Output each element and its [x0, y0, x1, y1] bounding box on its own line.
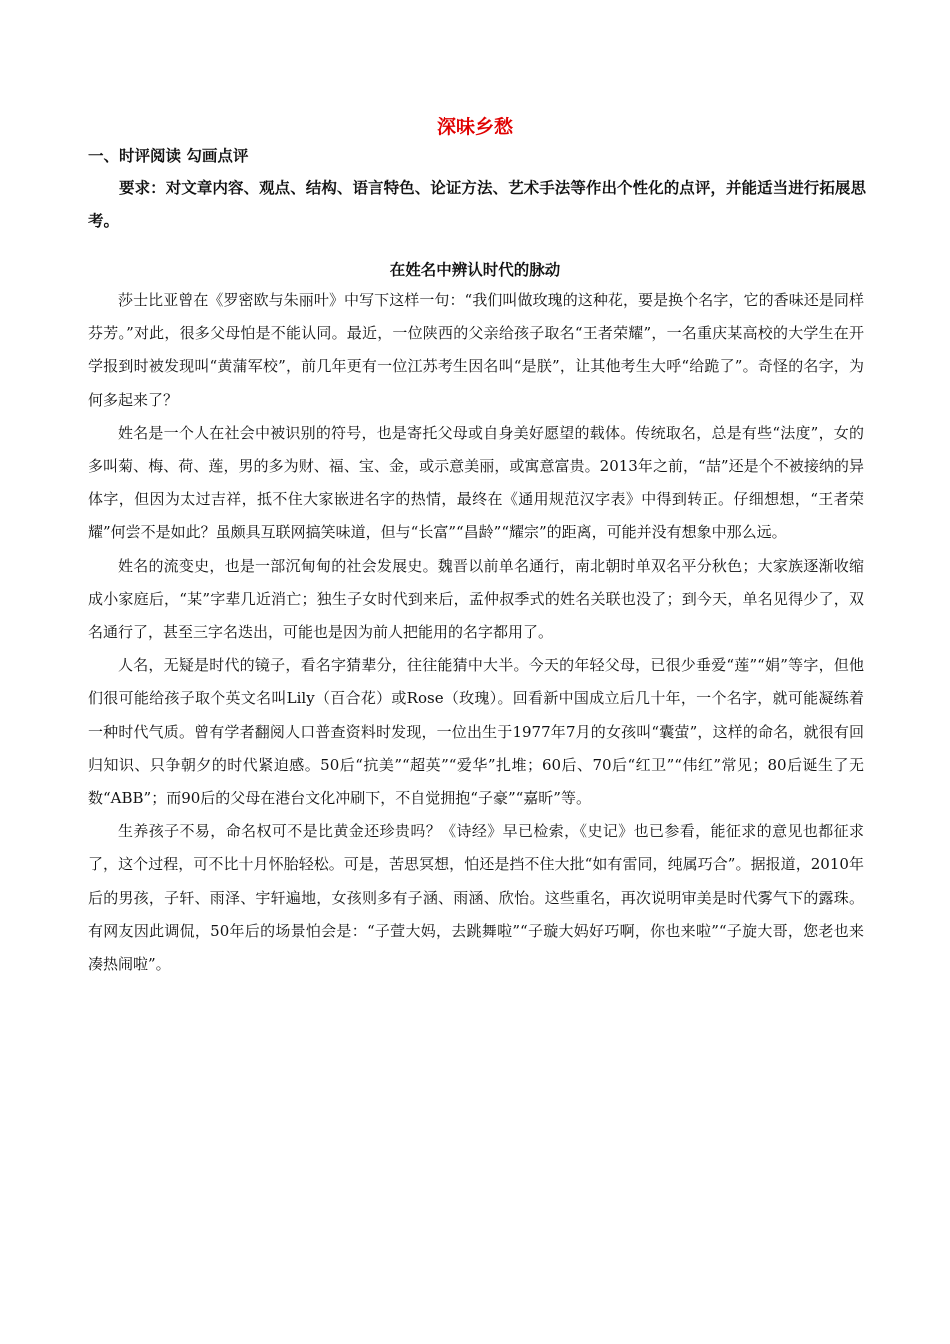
- article-title: 在姓名中辨认时代的脉动: [389, 261, 561, 279]
- article-body: [88, 284, 864, 981]
- paragraph: 人名，无疑是时代的镜子，看名字猜辈分，往往能猜中大半。今天的年轻父母，已很少垂爱“莲”“娟”等字，但他们很可能给孩子取个英文名叫Lily（百合花）或Rose（玫瑰）。回看新中国成立后几十年，一个名字，就可能凝练着一种时代气质。曾有学者翻阅人口普查资料时发现，一位出生于1977年7月的女孩叫“囊萤”，这样的命名，就很有回归知识、只争朝夕的时代紧迫感。50后“抗美”“超英”“爱华”扎堆；60后、70后“红卫”“伟红”常见；80后诞生了无数“ABB”；而90后的父母在港台文化冲刷下，不自觉拥抱“子豪”“嘉昕”等。: [88, 656, 864, 808]
- paragraph: 莎士比亚曾在《罗密欧与朱丽叶》中写下这样一句：“我们叫做玫瑰的这种花，要是换个名字，它的香味还是同样芬芳。”对此，很多父母怕是不能认同。最近，一位陕西的父亲给孩子取名“王者荣耀”，一名重庆某高校的大学生在开学报到时被发现叫“黄蒲军校”，前几年更有一位江苏考生因名叫“是朕”，让其他考生大呼“给跪了”。奇怪的名字，为何多起来了？: [88, 291, 864, 409]
- document-title: 深味乡愁: [436, 116, 513, 138]
- paragraph: 姓名的流变史，也是一部沉甸甸的社会发展史。魏晋以前单名通行，南北朝时单双名平分秋色；大家族逐渐收缩成小家庭后，“某”字辈几近消亡；独生子女时代到来后，孟仲叔季式的姓名关联也没了；到今天，单名见得少了，双名通行了，甚至三字名迭出，可能也是因为前人把能用的名字都用了。: [88, 556, 864, 642]
- paragraph: 姓名是一个人在社会中被识别的符号，也是寄托父母或自身美好愿望的载体。传统取名，总是有些“法度”，女的多叫菊、梅、荷、莲，男的多为财、福、宝、金，或示意美丽，或寓意富贵。2013年之前，“喆”还是个不被接纳的异体字，但因为太过吉祥，抵不住大家嵌进名字的热情，最终在《通用规范汉字表》中得到转正。仔细想想，“王者荣耀”何尝不是如此？虽颇具互联网搞笑味道，但与“长富”“昌龄”“耀宗”的距离，可能并没有想象中那么远。: [88, 423, 864, 542]
- section-heading: 一、时评阅读 勾画点评: [88, 147, 249, 165]
- paragraph: 生养孩子不易，命名权可不是比黄金还珍贵吗？《诗经》早已检索，《史记》也已参看，能征求的意见也都征求了，这个过程，可不比十月怀胎轻松。可是，苦思冥想，怕还是挡不住大批“如有雷同，纯属巧合”。据报道，2010年后的男孩，子轩、雨泽、宇轩遍地，女孩则多有子涵、雨涵、欣怡。这些重名，再次说明审美是时代雾气下的露珠。有网友因此调侃，50年后的场景怕会是：“子萱大妈，去跳舞啦”“子璇大妈好巧啊，你也来啦”“子旋大哥，您老也来凑热闹啦”。: [88, 822, 864, 974]
- requirement-text: 要求：对文章内容、观点、结构、语言特色、论证方法、艺术手法等作出个性化的点评，并能适当进行拓展思考。: [88, 179, 866, 230]
